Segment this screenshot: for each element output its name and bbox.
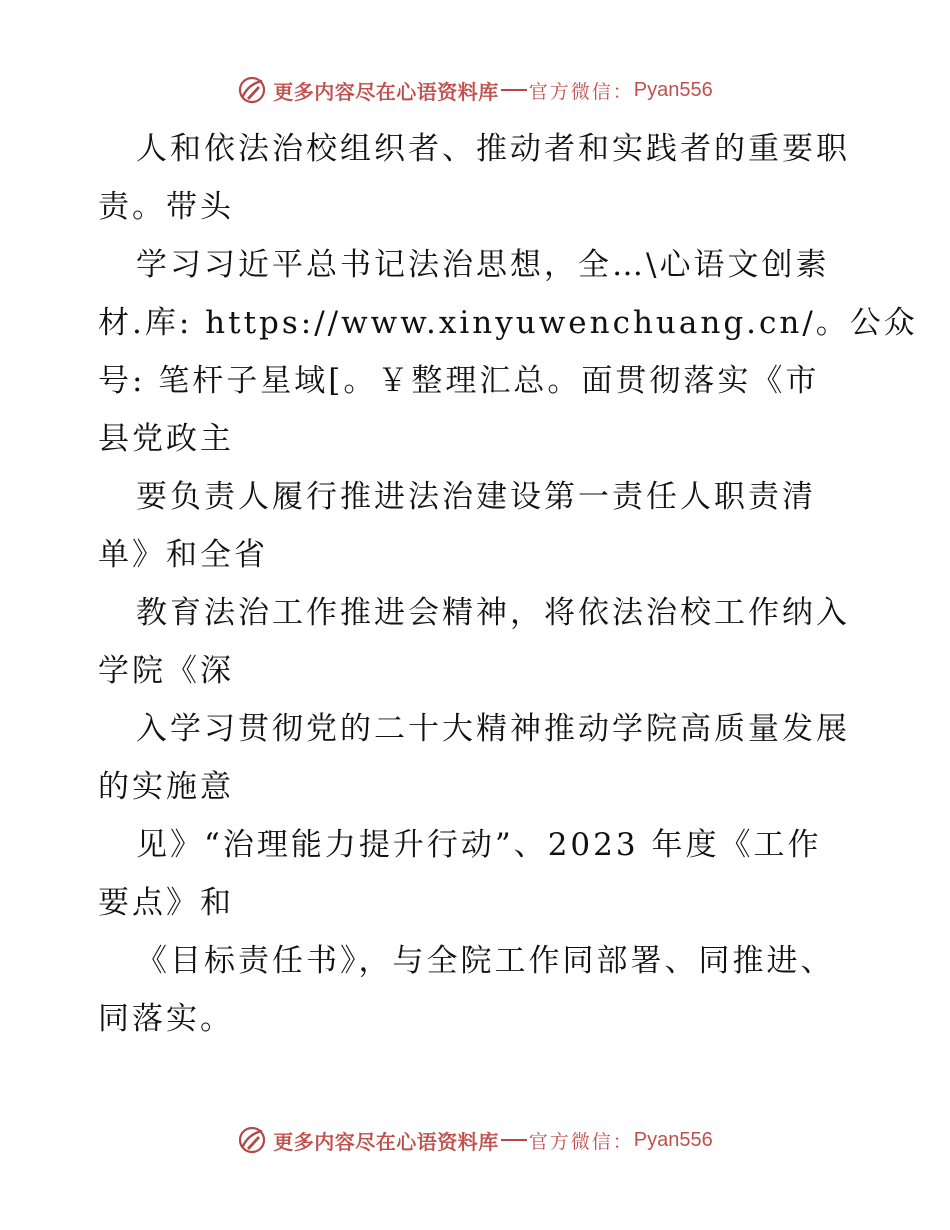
red-pen-logo-icon <box>237 1125 267 1155</box>
document-body <box>98 120 918 1060</box>
footer-wechat-label: 官方微信： <box>528 1130 634 1153</box>
text-line: 同落实。 <box>98 1001 234 1037</box>
text-line: 人和依法治校组织者、推动者和实践者的重要职 <box>136 131 850 167</box>
footer-wechat-id: Pyan556 <box>633 1128 713 1151</box>
text-line: 《目标责任书》，与全院工作同部署、同推进、 <box>136 943 835 979</box>
header-banner <box>0 72 950 108</box>
text-line: 单》和全省 <box>98 537 268 573</box>
text-line: 入学习贯彻党的二十大精神推动学院高质量发展 <box>136 711 850 747</box>
text-line: 材.库: https://www.xinyuwenchuang.cn/。公众 <box>98 305 918 341</box>
text-line: 责。带头 <box>98 189 234 225</box>
header-dash-divider <box>501 89 527 91</box>
footer-dash-divider <box>501 1139 527 1141</box>
header-wechat-label: 官方微信： <box>528 80 634 103</box>
text-line: 的实施意 <box>98 769 234 805</box>
header-brand-text: 更多内容尽在心语资料库 <box>273 79 499 104</box>
red-pen-logo-icon <box>237 75 267 105</box>
text-line: 要负责人履行推进法治建设第一责任人职责清 <box>136 479 816 515</box>
text-line: 见》“治理能力提升行动”、2023 年度《工作 <box>136 827 822 863</box>
footer-brand-text: 更多内容尽在心语资料库 <box>273 1129 499 1154</box>
text-line: 号: 笔杆子星域[。￥整理汇总。面贯彻落实《市 <box>98 363 820 399</box>
text-line: 县党政主 <box>98 421 234 457</box>
text-line: 要点》和 <box>98 885 234 921</box>
header-wechat-id: Pyan556 <box>633 78 713 101</box>
text-line: 学习习近平总书记法治思想，全…\心语文创素 <box>136 247 830 283</box>
text-line: 教育法治工作推进会精神，将依法治校工作纳入 <box>136 595 850 631</box>
text-line: 学院《深 <box>98 653 234 689</box>
footer-banner <box>0 1122 950 1158</box>
